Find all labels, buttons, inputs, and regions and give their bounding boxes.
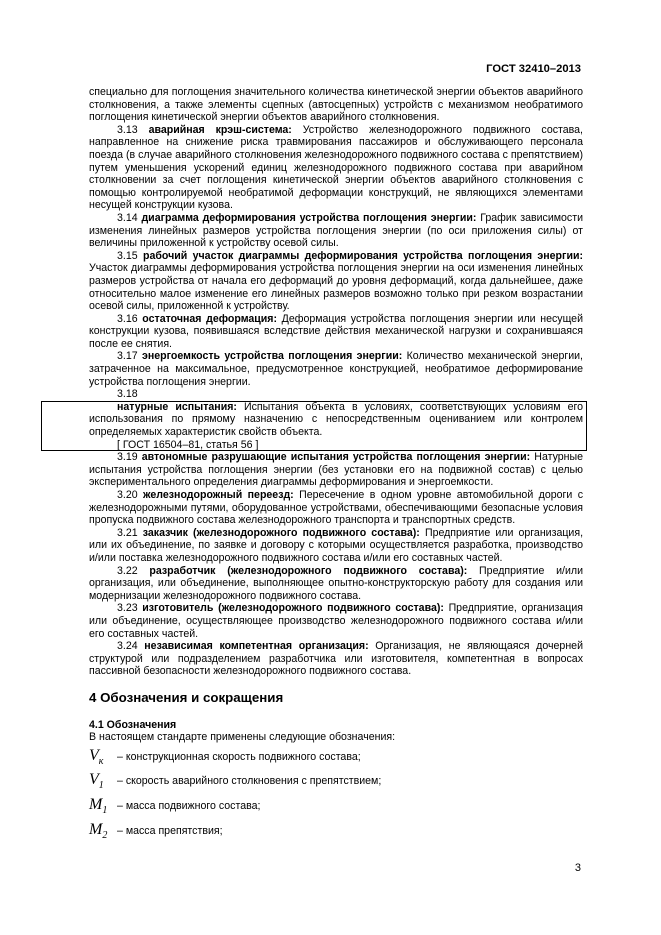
- reference: [ ГОСТ 16504–81, статья 56 ]: [117, 438, 259, 451]
- symbol: $M_2$: [89, 821, 108, 842]
- definition-3-18-box: [89, 401, 583, 451]
- term: изготовитель (железнодорожного подвижного состава):: [142, 602, 444, 615]
- definition-3-18: натурные испытания: Испытания объекта в условиях, соответствующих условиям его использования по прямому назначению с непосредственным оцениванием или контролем определяемых характеристик свойств объекта.: [89, 400, 584, 439]
- term: остаточная деформация:: [142, 312, 278, 325]
- document-code: ГОСТ 32410–2013: [486, 63, 581, 75]
- definition-3-24: 3.24 независимая компетентная организация: Организация, не являющаяся дочерней структурой или подразделением разработчика или изготовителя, компетентная в вопросах пассивной безопасности железнодорожного подвижного состава.: [89, 640, 583, 678]
- definition-3-17: 3.17 энергоемкость устройства поглощения энергии: Количество механической энергии, затраченное на максимальное, предусмотренное конструкцией, необратимое деформирование устройства поглощения энергии.: [89, 350, 584, 388]
- definition-3-21: 3.21 заказчик (железнодорожного подвижного состава): Предприятие или организация, или их объединение, по заявке и договору с которыми осуществляется разработка, производство и/или поставка железнодорожного подвижного состава и/или его составных частей.: [89, 526, 584, 564]
- term: автономные разрушающие испытания устройства поглощения энергии:: [141, 451, 531, 464]
- term: разработчик (железнодорожного подвижного состава):: [149, 564, 468, 577]
- symbol-description: – конструкционная скорость подвижного состава;: [117, 750, 361, 763]
- symbol: $V_1$: [89, 771, 104, 792]
- definition-3-15: 3.15 рабочий участок диаграммы деформирования устройства поглощения энергии: Участок диаграммы деформирования устройства поглощения энергии на оси изменения линейных размеров устройства от начала его деформаций до уровня деформаций, когда дальнейшее, даже относительно малое изменение его линейных размеров возможно только при резком возрастании осевой силы, приложенной к устройству.: [89, 249, 583, 313]
- term: диаграмма деформирования устройства поглощения энергии:: [141, 211, 477, 224]
- term: аварийная крэш-система:: [148, 123, 292, 136]
- definition-3-16: 3.16 остаточная деформация: Деформация устройства поглощения энергии или несущей конструкции кузова, появившаяся вследствие действия механической нагрузки и сохранившаяся после ее снятия.: [89, 312, 583, 350]
- definition-3-20: 3.20 железнодорожный переезд: Пересечение в одном уровне автомобильной дороги с железнодорожными путями, оборудованное устройствами, обеспечивающими безопасные условия пропуска подвижного состава железнодорожного транспорта и транспортных средств.: [89, 489, 583, 527]
- page-content: [89, 86, 583, 843]
- definition-3-23: 3.23 изготовитель (железнодорожного подвижного состава): Предприятие, организация или объединение, осуществляющее производство железнодорожного подвижного состава и/или его составных частей.: [89, 602, 584, 640]
- symbol-description: – масса подвижного состава;: [117, 800, 261, 813]
- definition-3-22: 3.22 разработчик (железнодорожного подвижного состава): Предприятие и/или организация, или объединение, выполняющее опытно-конструкторскую работу для создания или модернизации железнодорожного подвижного состава.: [89, 564, 584, 602]
- definition-3-14: 3.14 диаграмма деформирования устройства поглощения энергии: График зависимости изменения линейных размеров устройства поглощения энергии (по оси приложения силы) от величины приложенной к устройству осевой силы.: [89, 211, 583, 250]
- definition-3-13: 3.13 аварийная крэш-система: Устройство железнодорожного подвижного состава, направленное на снижение риска травмирования пассажиров и обслуживающего персонала поезда (в случае аварийного столкновения железнодорожного подвижного состава с препятствием) путем уменьшения ускорений единиц железнодорожного подвижного состава при аварийном столкновении за счет поглощения кинетической энергии объектов аварийного столкновения с помощью контролируемой необратимой деформации конструкций, не являющихся элементами несущей конструкции кузова.: [89, 123, 583, 212]
- symbol: $M_1$: [89, 796, 108, 817]
- term: заказчик (железнодорожного подвижного состава):: [142, 526, 420, 539]
- term: натурные испытания:: [117, 400, 237, 413]
- term: железнодорожный переезд:: [143, 489, 294, 501]
- paragraph-continuation: специально для поглощения значительного количества кинетической энергии объектов аварийного столкновения, а также элементы сцепных (автосцепных) устройств с механизмом необратимого поглощения кинетической энергии объектов аварийного столкновения.: [89, 86, 583, 124]
- symbols-intro: В настоящем стандарте применены следующие обозначения:: [89, 731, 396, 744]
- symbol-row: [89, 796, 583, 818]
- symbol: $V_к$: [89, 746, 104, 767]
- definition-3-19: 3.19 автономные разрушающие испытания устройства поглощения энергии: Натурные испытания устройства поглощения энергии (без установки его на подвижной состав) с целью экспериментального определения диаграммы деформирования и энергоемкости.: [89, 451, 584, 489]
- term: независимая компетентная организация:: [144, 640, 369, 653]
- subsection-heading: 4.1 Обозначения: [89, 718, 177, 731]
- term: рабочий участок диаграммы деформирования устройства поглощения энергии:: [142, 249, 583, 262]
- symbol-row: [89, 771, 583, 793]
- symbol-row: [89, 746, 583, 769]
- page-number: 3: [574, 862, 581, 874]
- definition-3-18-number: 3.18: [117, 388, 138, 401]
- symbol-description: – масса препятствия;: [117, 825, 223, 838]
- symbol-row: [89, 821, 583, 843]
- symbol-description: – скорость аварийного столкновения с препятствием;: [117, 775, 382, 788]
- term: энергоемкость устройства поглощения энергии:: [142, 350, 403, 363]
- section-heading: 4 Обозначения и сокращения: [89, 689, 284, 705]
